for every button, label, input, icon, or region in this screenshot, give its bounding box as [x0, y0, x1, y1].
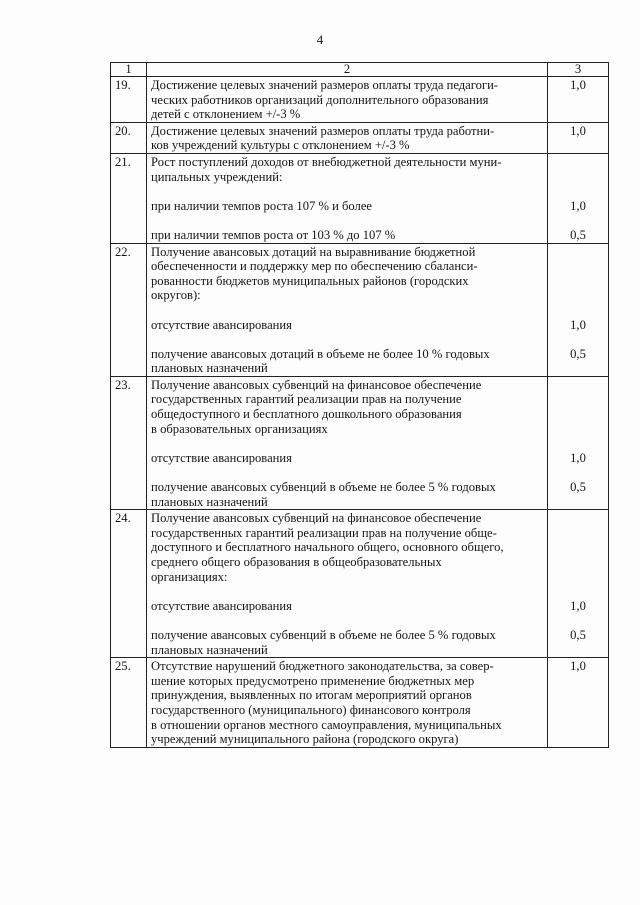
spacer [552, 613, 604, 628]
row-number: 20. [111, 122, 147, 153]
spacer [552, 332, 604, 347]
table-row [111, 122, 609, 153]
table-row [111, 243, 609, 376]
table-row [111, 77, 609, 123]
spacer [552, 465, 604, 480]
value-cell [548, 77, 609, 123]
spacer [552, 274, 604, 289]
row-number: 19. [111, 77, 147, 123]
criterion-cell [147, 122, 548, 153]
criterion-text-line: учреждений муниципального района (городского округа) [151, 732, 459, 747]
row-number: 25. [111, 658, 147, 748]
header-col-number: 1 [111, 63, 147, 77]
criterion-text-line: среднего общего образования в общеобразовательных [151, 555, 442, 569]
criterion-text-line: общедоступного и бесплатного дошкольного образования [151, 407, 462, 422]
criterion-text-line: Получение авансовых субвенций на финансовое обеспечение [151, 511, 482, 526]
criterion-text-line: ческих работников организаций дополнительного образования [151, 92, 489, 107]
spacer [552, 245, 604, 260]
spacer [552, 643, 604, 658]
option-value: 1,0 [570, 198, 586, 213]
spacer [151, 213, 543, 228]
spacer [552, 155, 604, 170]
spacer [552, 170, 604, 185]
spacer [552, 407, 604, 422]
table-header-row [111, 63, 609, 77]
criterion-text-line: округов): [151, 288, 201, 303]
spacer [552, 540, 604, 555]
value-cell [548, 243, 609, 376]
spacer [552, 570, 604, 585]
criterion-text-line: Достижение целевых значений размеров оплаты труда педагоги- [151, 78, 498, 92]
table-row [111, 376, 609, 509]
value-cell [548, 658, 609, 748]
criterion-cell [147, 153, 548, 243]
criterion-text-line: шение которых предусмотрено применение бюджетных мер [151, 673, 475, 688]
criterion-text-line: государственного (муниципального) финансового контроля [151, 702, 471, 717]
option-text-line: получение авансовых дотаций в объеме не более 10 % годовых [151, 346, 490, 361]
option-text-line: отсутствие авансирования [151, 598, 292, 613]
spacer [552, 555, 604, 570]
spacer [151, 332, 543, 347]
criterion-text-line: государственных гарантий реализации прав на получение обще- [151, 525, 497, 540]
option-text-line: плановых назначений [151, 494, 268, 509]
option-value: 1,0 [570, 317, 586, 332]
spacer [552, 361, 604, 376]
option-text-line: при наличии темпов роста 107 % и более [151, 198, 373, 213]
spacer [552, 213, 604, 228]
criterion-text-line: рованности бюджетов муниципальных районов (городских [151, 273, 469, 288]
table-row [111, 658, 609, 748]
spacer [552, 184, 604, 199]
spacer [552, 584, 604, 599]
criterion-cell [147, 658, 548, 748]
option-value: 1,0 [570, 450, 586, 465]
option-text-line: при наличии темпов роста от 103 % до 107 % [151, 227, 396, 242]
spacer [151, 436, 543, 451]
criterion-text-line: принуждения, выявленных по итогам мероприятий органов [151, 688, 472, 703]
spacer [151, 303, 543, 318]
criterion-text-line: Достижение целевых значений размеров оплаты труда работни- [151, 123, 495, 138]
option-text-line: плановых назначений [151, 361, 268, 376]
criterion-text-line: Отсутствие нарушений бюджетного законодательства, за совер- [151, 659, 494, 674]
criterion-text-line: в образовательных организациях [151, 421, 328, 436]
option-value: 0,5 [570, 346, 586, 361]
value-cell [548, 376, 609, 509]
criterion-cell [147, 510, 548, 658]
criterion-text-line: детей с отклонением +/-3 % [151, 107, 301, 122]
criterion-text-line: Рост поступлений доходов от внебюджетной деятельности муни- [151, 154, 502, 169]
criterion-text-line: государственных гарантий реализации прав на получение [151, 392, 462, 407]
option-value: 1,0 [570, 598, 586, 613]
option-text-line: получение авансовых субвенций в объеме не более 5 % годовых [151, 480, 496, 495]
row-value: 1,0 [570, 78, 586, 92]
row-number: 24. [111, 510, 147, 658]
criterion-cell [147, 77, 548, 123]
row-value: 1,0 [570, 659, 586, 674]
header-col-value: 3 [548, 63, 609, 77]
spacer [552, 436, 604, 451]
spacer [552, 378, 604, 393]
criterion-text-line: доступного и бесплатного начального общего, основного общего, [151, 540, 504, 555]
criterion-cell [147, 243, 548, 376]
spacer [552, 303, 604, 318]
option-text-line: плановых назначений [151, 642, 268, 657]
table-row [111, 510, 609, 658]
value-cell [548, 510, 609, 658]
option-text-line: отсутствие авансирования [151, 450, 292, 465]
criterion-text-line: ков учреждений культуры с отклонением +/-3 % [151, 138, 410, 153]
row-number: 22. [111, 243, 147, 376]
option-value: 0,5 [570, 227, 586, 242]
criterion-text-line: Получение авансовых дотаций на выравнивание бюджетной [151, 244, 476, 259]
row-number: 21. [111, 153, 147, 243]
table-row [111, 153, 609, 243]
criterion-text-line: организациях: [151, 569, 228, 584]
option-text-line: отсутствие авансирования [151, 317, 292, 332]
spacer [552, 511, 604, 526]
option-text-line: получение авансовых субвенций в объеме не более 5 % годовых [151, 627, 496, 642]
row-number: 23. [111, 376, 147, 509]
header-col-criterion: 2 [147, 63, 548, 77]
spacer [552, 288, 604, 303]
spacer [151, 465, 543, 480]
spacer [552, 526, 604, 541]
spacer [552, 422, 604, 437]
value-cell [548, 122, 609, 153]
criterion-cell [147, 376, 548, 509]
option-value: 0,5 [570, 627, 586, 642]
spacer [151, 613, 543, 628]
row-value: 1,0 [570, 123, 586, 138]
criterion-text-line: ципальных учреждений: [151, 169, 283, 184]
criteria-table [110, 62, 609, 748]
value-cell [548, 153, 609, 243]
spacer [151, 184, 543, 199]
criterion-text-line: обеспеченности и поддержку мер по обеспечению сбаланси- [151, 259, 478, 274]
spacer [552, 392, 604, 407]
criterion-text-line: в отношении органов местного самоуправления, муниципальных [151, 717, 502, 732]
criterion-text-line: Получение авансовых субвенций на финансовое обеспечение [151, 377, 482, 392]
page-number: 4 [316, 32, 324, 47]
option-value: 0,5 [570, 480, 586, 495]
spacer [151, 584, 543, 599]
spacer [552, 259, 604, 274]
spacer [552, 495, 604, 510]
